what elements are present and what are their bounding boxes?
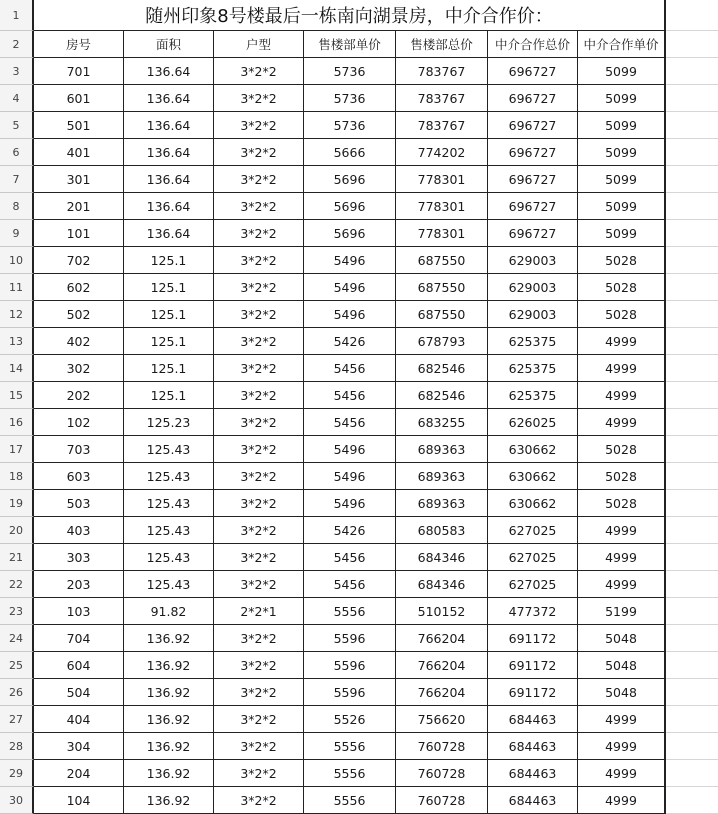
table-cell[interactable]: 125.1 bbox=[124, 274, 214, 301]
table-cell[interactable]: 4999 bbox=[578, 571, 666, 598]
table-cell[interactable]: 136.64 bbox=[124, 166, 214, 193]
table-cell[interactable]: 783767 bbox=[396, 85, 488, 112]
column-header[interactable]: 房号 bbox=[34, 31, 124, 58]
table-cell[interactable]: 627025 bbox=[488, 571, 578, 598]
table-cell[interactable]: 125.43 bbox=[124, 571, 214, 598]
table-cell[interactable]: 627025 bbox=[488, 517, 578, 544]
table-cell[interactable]: 5556 bbox=[304, 598, 396, 625]
empty-gutter bbox=[666, 625, 718, 652]
table-cell[interactable]: 5696 bbox=[304, 166, 396, 193]
row-number[interactable]: 22 bbox=[0, 571, 34, 598]
table-cell[interactable]: 778301 bbox=[396, 166, 488, 193]
table-cell[interactable]: 303 bbox=[34, 544, 124, 571]
table-cell[interactable]: 5099 bbox=[578, 139, 666, 166]
table-cell[interactable]: 5456 bbox=[304, 382, 396, 409]
table-cell[interactable]: 501 bbox=[34, 112, 124, 139]
table-cell[interactable]: 5028 bbox=[578, 463, 666, 490]
table-cell[interactable]: 3*2*2 bbox=[214, 274, 304, 301]
table-cell[interactable]: 3*2*2 bbox=[214, 787, 304, 814]
empty-gutter bbox=[666, 220, 718, 247]
table-row bbox=[0, 274, 718, 301]
row-number[interactable]: 30 bbox=[0, 787, 34, 814]
table-cell[interactable]: 503 bbox=[34, 490, 124, 517]
table-cell[interactable]: 625375 bbox=[488, 382, 578, 409]
empty-gutter bbox=[666, 760, 718, 787]
table-cell[interactable]: 691172 bbox=[488, 652, 578, 679]
empty-gutter bbox=[666, 409, 718, 436]
table-cell[interactable]: 3*2*2 bbox=[214, 85, 304, 112]
table-cell[interactable]: 3*2*2 bbox=[214, 220, 304, 247]
table-cell[interactable]: 696727 bbox=[488, 220, 578, 247]
row-number[interactable]: 26 bbox=[0, 679, 34, 706]
table-cell[interactable]: 5048 bbox=[578, 625, 666, 652]
column-header[interactable]: 户型 bbox=[214, 31, 304, 58]
table-row bbox=[0, 382, 718, 409]
table-cell[interactable]: 766204 bbox=[396, 652, 488, 679]
empty-gutter bbox=[666, 598, 718, 625]
table-cell[interactable]: 125.1 bbox=[124, 355, 214, 382]
table-cell[interactable]: 3*2*2 bbox=[214, 112, 304, 139]
table-cell[interactable]: 4999 bbox=[578, 706, 666, 733]
table-row bbox=[0, 760, 718, 787]
empty-gutter bbox=[666, 328, 718, 355]
table-cell[interactable]: 402 bbox=[34, 328, 124, 355]
table-cell[interactable]: 3*2*2 bbox=[214, 706, 304, 733]
table-cell[interactable]: 3*2*2 bbox=[214, 625, 304, 652]
table-cell[interactable]: 5028 bbox=[578, 436, 666, 463]
empty-gutter bbox=[666, 706, 718, 733]
table-row bbox=[0, 625, 718, 652]
empty-gutter bbox=[666, 436, 718, 463]
table-row bbox=[0, 652, 718, 679]
row-number[interactable]: 13 bbox=[0, 328, 34, 355]
table-cell[interactable]: 201 bbox=[34, 193, 124, 220]
table-cell[interactable]: 5426 bbox=[304, 328, 396, 355]
header-row bbox=[0, 31, 718, 58]
table-row bbox=[0, 409, 718, 436]
table-cell[interactable]: 3*2*2 bbox=[214, 490, 304, 517]
table-cell[interactable]: 629003 bbox=[488, 247, 578, 274]
table-cell[interactable]: 5456 bbox=[304, 571, 396, 598]
table-cell[interactable]: 502 bbox=[34, 301, 124, 328]
table-cell[interactable]: 3*2*2 bbox=[214, 247, 304, 274]
table-cell[interactable]: 760728 bbox=[396, 787, 488, 814]
table-cell[interactable]: 684463 bbox=[488, 760, 578, 787]
table-cell[interactable]: 125.43 bbox=[124, 490, 214, 517]
empty-gutter bbox=[666, 517, 718, 544]
table-row bbox=[0, 463, 718, 490]
row-number[interactable]: 11 bbox=[0, 274, 34, 301]
table-cell[interactable]: 101 bbox=[34, 220, 124, 247]
table-cell[interactable]: 5736 bbox=[304, 112, 396, 139]
table-cell[interactable]: 687550 bbox=[396, 247, 488, 274]
sheet-title[interactable]: 随州印象8号楼最后一栋南向湖景房，中介合作价： bbox=[34, 0, 666, 31]
table-cell[interactable]: 4999 bbox=[578, 382, 666, 409]
row-number[interactable]: 18 bbox=[0, 463, 34, 490]
empty-gutter bbox=[666, 139, 718, 166]
row-number[interactable]: 3 bbox=[0, 58, 34, 85]
table-cell[interactable]: 783767 bbox=[396, 58, 488, 85]
table-cell[interactable]: 696727 bbox=[488, 112, 578, 139]
table-cell[interactable]: 4999 bbox=[578, 733, 666, 760]
row-number[interactable]: 4 bbox=[0, 85, 34, 112]
table-cell[interactable]: 203 bbox=[34, 571, 124, 598]
empty-gutter bbox=[666, 193, 718, 220]
table-cell[interactable]: 102 bbox=[34, 409, 124, 436]
table-cell[interactable]: 625375 bbox=[488, 355, 578, 382]
table-cell[interactable]: 5099 bbox=[578, 220, 666, 247]
table-cell[interactable]: 477372 bbox=[488, 598, 578, 625]
table-cell[interactable]: 103 bbox=[34, 598, 124, 625]
table-cell[interactable]: 125.43 bbox=[124, 436, 214, 463]
table-cell[interactable]: 4999 bbox=[578, 328, 666, 355]
row-number[interactable]: 2 bbox=[0, 31, 34, 58]
table-cell[interactable]: 504 bbox=[34, 679, 124, 706]
table-cell[interactable]: 4999 bbox=[578, 517, 666, 544]
table-cell[interactable]: 626025 bbox=[488, 409, 578, 436]
table-cell[interactable]: 625375 bbox=[488, 328, 578, 355]
table-cell[interactable]: 136.64 bbox=[124, 139, 214, 166]
column-header[interactable]: 中介合作单价 bbox=[578, 31, 666, 58]
table-cell[interactable]: 3*2*2 bbox=[214, 517, 304, 544]
row-number[interactable]: 10 bbox=[0, 247, 34, 274]
table-cell[interactable]: 5596 bbox=[304, 679, 396, 706]
table-cell[interactable]: 125.43 bbox=[124, 544, 214, 571]
table-row bbox=[0, 166, 718, 193]
table-row bbox=[0, 733, 718, 760]
table-cell[interactable]: 3*2*2 bbox=[214, 409, 304, 436]
table-cell[interactable]: 604 bbox=[34, 652, 124, 679]
table-cell[interactable]: 202 bbox=[34, 382, 124, 409]
empty-gutter bbox=[666, 490, 718, 517]
row-number[interactable]: 12 bbox=[0, 301, 34, 328]
table-cell[interactable]: 4999 bbox=[578, 409, 666, 436]
row-number[interactable]: 1 bbox=[0, 0, 34, 31]
empty-gutter bbox=[666, 355, 718, 382]
table-cell[interactable]: 3*2*2 bbox=[214, 139, 304, 166]
table-cell[interactable]: 766204 bbox=[396, 625, 488, 652]
table-cell[interactable]: 687550 bbox=[396, 301, 488, 328]
row-number[interactable]: 19 bbox=[0, 490, 34, 517]
table-cell[interactable]: 702 bbox=[34, 247, 124, 274]
table-row bbox=[0, 355, 718, 382]
table-cell[interactable]: 701 bbox=[34, 58, 124, 85]
table-cell[interactable]: 301 bbox=[34, 166, 124, 193]
table-cell[interactable]: 689363 bbox=[396, 463, 488, 490]
table-cell[interactable]: 104 bbox=[34, 787, 124, 814]
table-row bbox=[0, 490, 718, 517]
table-cell[interactable]: 125.23 bbox=[124, 409, 214, 436]
table-row bbox=[0, 220, 718, 247]
table-cell[interactable]: 5556 bbox=[304, 760, 396, 787]
table-row bbox=[0, 679, 718, 706]
table-cell[interactable]: 704 bbox=[34, 625, 124, 652]
table-cell[interactable]: 696727 bbox=[488, 166, 578, 193]
row-number[interactable]: 9 bbox=[0, 220, 34, 247]
table-row bbox=[0, 787, 718, 814]
empty-gutter bbox=[666, 382, 718, 409]
table-cell[interactable]: 5048 bbox=[578, 652, 666, 679]
table-cell[interactable]: 603 bbox=[34, 463, 124, 490]
table-cell[interactable]: 629003 bbox=[488, 274, 578, 301]
empty-gutter bbox=[666, 301, 718, 328]
row-number[interactable]: 15 bbox=[0, 382, 34, 409]
table-cell[interactable]: 696727 bbox=[488, 85, 578, 112]
table-cell[interactable]: 601 bbox=[34, 85, 124, 112]
table-cell[interactable]: 3*2*2 bbox=[214, 328, 304, 355]
table-cell[interactable]: 630662 bbox=[488, 490, 578, 517]
table-row bbox=[0, 139, 718, 166]
table-cell[interactable]: 5426 bbox=[304, 517, 396, 544]
table-cell[interactable]: 3*2*2 bbox=[214, 679, 304, 706]
table-row bbox=[0, 598, 718, 625]
table-cell[interactable]: 684346 bbox=[396, 544, 488, 571]
table-cell[interactable]: 5496 bbox=[304, 247, 396, 274]
table-cell[interactable]: 3*2*2 bbox=[214, 463, 304, 490]
table-cell[interactable]: 136.92 bbox=[124, 679, 214, 706]
table-cell[interactable]: 91.82 bbox=[124, 598, 214, 625]
empty-gutter bbox=[666, 274, 718, 301]
table-cell[interactable]: 3*2*2 bbox=[214, 382, 304, 409]
table-cell[interactable]: 3*2*2 bbox=[214, 301, 304, 328]
table-cell[interactable]: 204 bbox=[34, 760, 124, 787]
table-cell[interactable]: 783767 bbox=[396, 112, 488, 139]
empty-gutter bbox=[666, 652, 718, 679]
row-number[interactable]: 21 bbox=[0, 544, 34, 571]
row-number[interactable]: 16 bbox=[0, 409, 34, 436]
table-cell[interactable]: 5736 bbox=[304, 58, 396, 85]
table-cell[interactable]: 682546 bbox=[396, 382, 488, 409]
table-cell[interactable]: 5496 bbox=[304, 490, 396, 517]
empty-gutter bbox=[666, 0, 718, 31]
row-number[interactable]: 27 bbox=[0, 706, 34, 733]
table-cell[interactable]: 5696 bbox=[304, 193, 396, 220]
table-cell[interactable]: 3*2*2 bbox=[214, 760, 304, 787]
table-cell[interactable]: 5456 bbox=[304, 355, 396, 382]
row-number[interactable]: 28 bbox=[0, 733, 34, 760]
table-cell[interactable]: 684463 bbox=[488, 787, 578, 814]
table-cell[interactable]: 684463 bbox=[488, 733, 578, 760]
table-cell[interactable]: 684463 bbox=[488, 706, 578, 733]
row-number[interactable]: 24 bbox=[0, 625, 34, 652]
table-cell[interactable]: 691172 bbox=[488, 625, 578, 652]
table-cell[interactable]: 136.64 bbox=[124, 58, 214, 85]
table-cell[interactable]: 125.1 bbox=[124, 301, 214, 328]
empty-gutter bbox=[666, 112, 718, 139]
table-cell[interactable]: 125.43 bbox=[124, 463, 214, 490]
row-number[interactable]: 20 bbox=[0, 517, 34, 544]
table-cell[interactable]: 696727 bbox=[488, 139, 578, 166]
table-cell[interactable]: 136.64 bbox=[124, 220, 214, 247]
empty-gutter bbox=[666, 787, 718, 814]
table-cell[interactable]: 5099 bbox=[578, 193, 666, 220]
row-number[interactable]: 6 bbox=[0, 139, 34, 166]
table-cell[interactable]: 774202 bbox=[396, 139, 488, 166]
table-cell[interactable]: 696727 bbox=[488, 193, 578, 220]
column-header[interactable]: 售楼部总价 bbox=[396, 31, 488, 58]
table-cell[interactable]: 304 bbox=[34, 733, 124, 760]
table-row bbox=[0, 544, 718, 571]
row-number[interactable]: 5 bbox=[0, 112, 34, 139]
table-cell[interactable]: 5736 bbox=[304, 85, 396, 112]
row-number[interactable]: 14 bbox=[0, 355, 34, 382]
table-cell[interactable]: 5496 bbox=[304, 274, 396, 301]
table-row bbox=[0, 112, 718, 139]
row-number[interactable]: 25 bbox=[0, 652, 34, 679]
table-cell[interactable]: 627025 bbox=[488, 544, 578, 571]
empty-gutter bbox=[666, 166, 718, 193]
empty-gutter bbox=[666, 58, 718, 85]
table-row bbox=[0, 85, 718, 112]
table-cell[interactable]: 778301 bbox=[396, 220, 488, 247]
table-cell[interactable]: 3*2*2 bbox=[214, 166, 304, 193]
table-cell[interactable]: 3*2*2 bbox=[214, 571, 304, 598]
column-header[interactable]: 中介合作总价 bbox=[488, 31, 578, 58]
table-row bbox=[0, 436, 718, 463]
table-cell[interactable]: 4999 bbox=[578, 544, 666, 571]
table-cell[interactable]: 404 bbox=[34, 706, 124, 733]
table-cell[interactable]: 678793 bbox=[396, 328, 488, 355]
table-cell[interactable]: 760728 bbox=[396, 733, 488, 760]
table-cell[interactable]: 510152 bbox=[396, 598, 488, 625]
table-cell[interactable]: 3*2*2 bbox=[214, 193, 304, 220]
empty-gutter bbox=[666, 544, 718, 571]
table-cell[interactable]: 5556 bbox=[304, 733, 396, 760]
table-cell[interactable]: 136.92 bbox=[124, 787, 214, 814]
table-cell[interactable]: 136.92 bbox=[124, 733, 214, 760]
table-cell[interactable]: 4999 bbox=[578, 787, 666, 814]
empty-gutter bbox=[666, 733, 718, 760]
table-cell[interactable]: 125.1 bbox=[124, 247, 214, 274]
table-cell[interactable]: 136.64 bbox=[124, 85, 214, 112]
table-cell[interactable]: 2*2*1 bbox=[214, 598, 304, 625]
table-cell[interactable]: 125.1 bbox=[124, 328, 214, 355]
table-cell[interactable]: 5696 bbox=[304, 220, 396, 247]
table-cell[interactable]: 778301 bbox=[396, 193, 488, 220]
table-cell[interactable]: 403 bbox=[34, 517, 124, 544]
table-cell[interactable]: 5456 bbox=[304, 544, 396, 571]
table-cell[interactable]: 682546 bbox=[396, 355, 488, 382]
table-cell[interactable]: 302 bbox=[34, 355, 124, 382]
empty-gutter bbox=[666, 85, 718, 112]
table-row bbox=[0, 58, 718, 85]
table-cell[interactable]: 5028 bbox=[578, 490, 666, 517]
row-number[interactable]: 8 bbox=[0, 193, 34, 220]
table-cell[interactable]: 680583 bbox=[396, 517, 488, 544]
column-header[interactable]: 售楼部单价 bbox=[304, 31, 396, 58]
table-cell[interactable]: 136.64 bbox=[124, 112, 214, 139]
table-cell[interactable]: 401 bbox=[34, 139, 124, 166]
table-cell[interactable]: 3*2*2 bbox=[214, 436, 304, 463]
table-cell[interactable]: 691172 bbox=[488, 679, 578, 706]
table-cell[interactable]: 689363 bbox=[396, 436, 488, 463]
table-cell[interactable]: 125.1 bbox=[124, 382, 214, 409]
empty-gutter bbox=[666, 463, 718, 490]
table-cell[interactable]: 5496 bbox=[304, 436, 396, 463]
table-cell[interactable]: 5028 bbox=[578, 301, 666, 328]
table-cell[interactable]: 5526 bbox=[304, 706, 396, 733]
table-cell[interactable]: 689363 bbox=[396, 490, 488, 517]
table-row bbox=[0, 193, 718, 220]
table-cell[interactable]: 5099 bbox=[578, 58, 666, 85]
table-cell[interactable]: 5028 bbox=[578, 247, 666, 274]
table-cell[interactable]: 760728 bbox=[396, 760, 488, 787]
table-cell[interactable]: 5199 bbox=[578, 598, 666, 625]
table-row bbox=[0, 301, 718, 328]
row-number[interactable]: 23 bbox=[0, 598, 34, 625]
title-row bbox=[0, 0, 718, 31]
table-cell[interactable]: 5028 bbox=[578, 274, 666, 301]
table-cell[interactable]: 5099 bbox=[578, 85, 666, 112]
table-cell[interactable]: 136.92 bbox=[124, 652, 214, 679]
table-row bbox=[0, 517, 718, 544]
table-cell[interactable]: 5556 bbox=[304, 787, 396, 814]
empty-gutter bbox=[666, 679, 718, 706]
table-row bbox=[0, 571, 718, 598]
table-cell[interactable]: 5596 bbox=[304, 652, 396, 679]
table-cell[interactable]: 136.92 bbox=[124, 760, 214, 787]
table-cell[interactable]: 4999 bbox=[578, 355, 666, 382]
table-cell[interactable]: 696727 bbox=[488, 58, 578, 85]
table-cell[interactable]: 136.92 bbox=[124, 625, 214, 652]
table-cell[interactable]: 703 bbox=[34, 436, 124, 463]
empty-gutter bbox=[666, 31, 718, 58]
table-cell[interactable]: 684346 bbox=[396, 571, 488, 598]
table-cell[interactable]: 756620 bbox=[396, 706, 488, 733]
table-cell[interactable]: 5496 bbox=[304, 301, 396, 328]
table-cell[interactable]: 5048 bbox=[578, 679, 666, 706]
table-cell[interactable]: 5666 bbox=[304, 139, 396, 166]
table-cell[interactable]: 136.92 bbox=[124, 706, 214, 733]
table-cell[interactable]: 136.64 bbox=[124, 193, 214, 220]
table-cell[interactable]: 5099 bbox=[578, 112, 666, 139]
table-cell[interactable]: 5596 bbox=[304, 625, 396, 652]
table-cell[interactable]: 630662 bbox=[488, 463, 578, 490]
table-row bbox=[0, 328, 718, 355]
table-cell[interactable]: 3*2*2 bbox=[214, 544, 304, 571]
table-cell[interactable]: 683255 bbox=[396, 409, 488, 436]
table-row bbox=[0, 247, 718, 274]
table-cell[interactable]: 629003 bbox=[488, 301, 578, 328]
row-number[interactable]: 17 bbox=[0, 436, 34, 463]
table-cell[interactable]: 5456 bbox=[304, 409, 396, 436]
table-cell[interactable]: 125.43 bbox=[124, 517, 214, 544]
table-cell[interactable]: 3*2*2 bbox=[214, 355, 304, 382]
column-header[interactable]: 面积 bbox=[124, 31, 214, 58]
table-cell[interactable]: 4999 bbox=[578, 760, 666, 787]
row-number[interactable]: 7 bbox=[0, 166, 34, 193]
table-cell[interactable]: 5099 bbox=[578, 166, 666, 193]
table-cell[interactable]: 602 bbox=[34, 274, 124, 301]
table-cell[interactable]: 3*2*2 bbox=[214, 733, 304, 760]
table-cell[interactable]: 3*2*2 bbox=[214, 652, 304, 679]
table-cell[interactable]: 630662 bbox=[488, 436, 578, 463]
table-cell[interactable]: 766204 bbox=[396, 679, 488, 706]
empty-gutter bbox=[666, 247, 718, 274]
row-number[interactable]: 29 bbox=[0, 760, 34, 787]
empty-gutter bbox=[666, 571, 718, 598]
table-row bbox=[0, 706, 718, 733]
table-cell[interactable]: 3*2*2 bbox=[214, 58, 304, 85]
table-cell[interactable]: 5496 bbox=[304, 463, 396, 490]
table-cell[interactable]: 687550 bbox=[396, 274, 488, 301]
